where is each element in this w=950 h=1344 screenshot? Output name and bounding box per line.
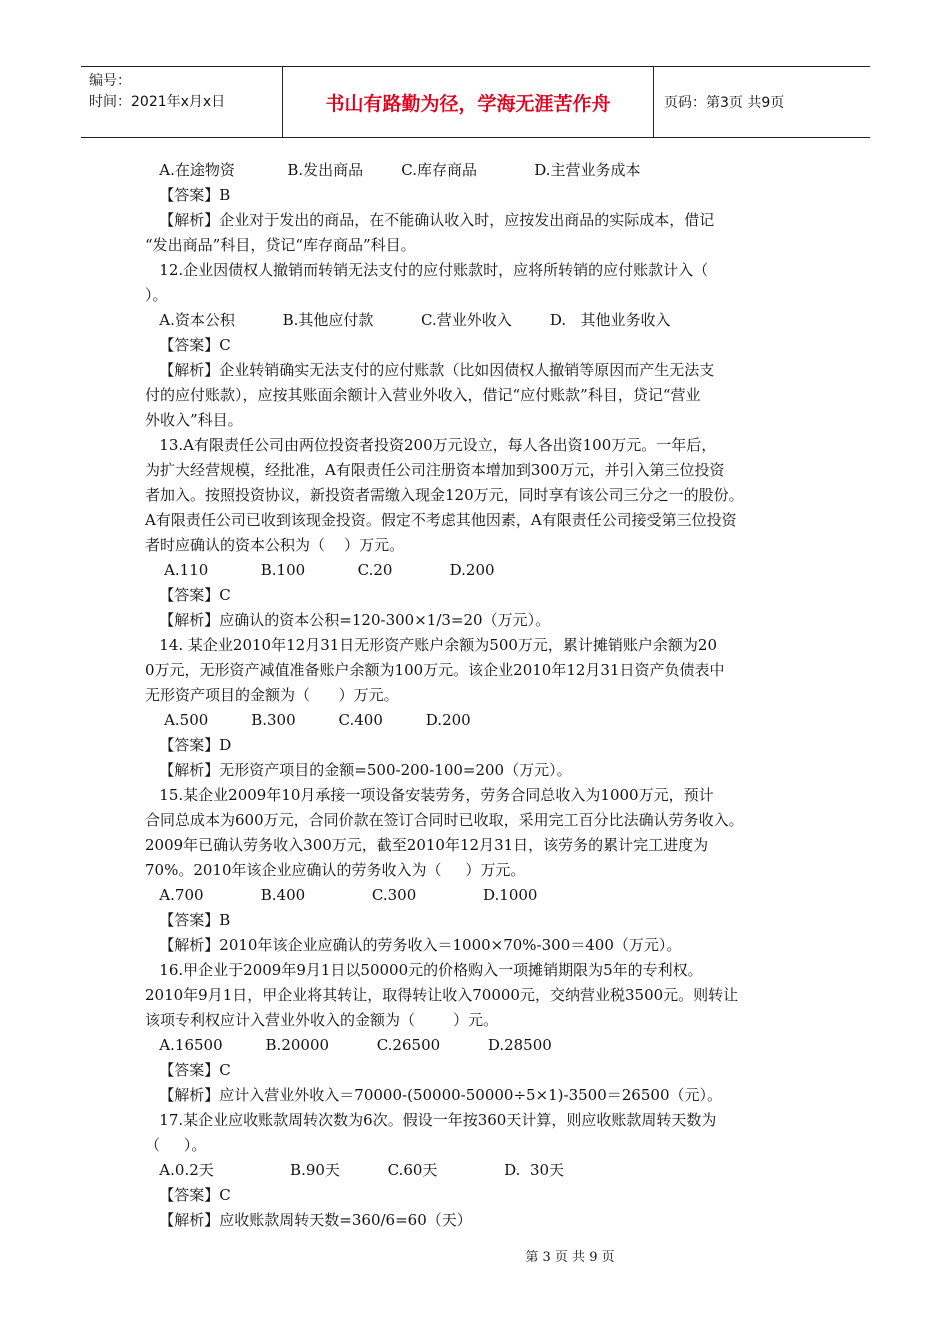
motto-text: 书山有路勤为径，学海无涯苦作舟 <box>325 92 611 115</box>
text-line: 0万元，无形资产减值准备账户余额为100万元。该企业2010年12月31日资产负债表中 <box>145 661 725 679</box>
text-line: 2009年已确认劳务收入300万元，截至2010年12月31日，该劳务的累计完工进度为 <box>145 836 709 854</box>
text-line: 15.某企业2009年10月承接一项设备安装劳务，劳务合同总收入为1000万元，预计 <box>145 786 714 804</box>
text-line: 12.企业因债权人撤销而转销无法支付的应付账款时，应将所转销的应付账款计入（ <box>145 261 709 279</box>
text-line: 16.甲企业于2009年9月1日以50000元的价格购入一项摊销期限为5年的专利权。 <box>145 961 703 979</box>
text-line: 该项专利权应计入营业外收入的金额为（ ）元。 <box>145 1011 499 1029</box>
text-line: 【答案】B <box>145 911 231 929</box>
text-line: 【答案】B <box>145 186 231 204</box>
text-line: 者时应确认的资本公积为（ ）万元。 <box>145 536 405 554</box>
time-label: 时间：2021年x月x日 <box>89 94 226 110</box>
text-line: 合同总成本为600万元，合同价款在签订合同时已收取，采用完工百分比法确认劳务收入。 <box>145 811 744 829</box>
text-line: A.资本公积 B.其他应付款 C.营业外收入 D. 其他业务收入 <box>145 311 671 329</box>
text-line: 13.A有限责任公司由两位投资者投资200万元设立，每人各出资100万元。一年后， <box>145 436 717 454</box>
text-line: 2010年9月1日，甲企业将其转让，取得转让收入70000元，交纳营业税3500元。则转让 <box>145 986 739 1004</box>
text-line: 17.某企业应收账款周转次数为6次。假设一年按360天计算，则应收账款周转天数为 <box>145 1111 717 1129</box>
text-line: 【解析】应收账款周转天数=360/6=60（天） <box>145 1211 472 1229</box>
text-line: 【解析】2010年该企业应确认的劳务收入＝1000×70%-300＝400（万元）。 <box>145 936 682 954</box>
text-line: A.110 B.100 C.20 D.200 <box>145 561 495 579</box>
text-line: 【解析】企业对于发出的商品，在不能确认收入时，应按发出商品的实际成本，借记 <box>145 211 715 229</box>
document-body <box>145 158 810 1233</box>
text-line: A.在途物资 B.发出商品 C.库存商品 D.主营业务成本 <box>145 161 641 179</box>
header-motto-cell <box>283 67 654 137</box>
text-line: 【解析】应确认的资本公积=120-300×1/3=20（万元）。 <box>145 611 551 629</box>
text-line: 外收入”科目。 <box>145 411 243 429</box>
text-line: A.0.2天 B.90天 C.60天 D. 30天 <box>145 1161 565 1179</box>
text-line: 【答案】C <box>145 336 231 354</box>
text-line: 70%。2010年该企业应确认的劳务收入为（ ）万元。 <box>145 861 526 879</box>
number-label: 编号： <box>89 73 131 89</box>
text-line: A有限责任公司已收到该现金投资。假定不考虑其他因素，A有限责任公司接受第三位投资 <box>145 511 737 529</box>
page-header <box>81 66 870 138</box>
text-line: 【解析】无形资产项目的金额=500-200-100=200（万元）。 <box>145 761 572 779</box>
text-line: 【解析】应计入营业外收入＝70000-(50000-50000÷5×1)-3500＝26500（元）。 <box>145 1086 722 1104</box>
text-line: 无形资产项目的金额为（ ）万元。 <box>145 686 399 704</box>
text-line: ）。 <box>145 286 168 304</box>
text-line: （ ）。 <box>145 1136 207 1154</box>
text-line: 【答案】D <box>145 736 232 754</box>
text-line: 【解析】企业转销确实无法支付的应付账款（比如因债权人撤销等原因而产生无法支 <box>145 361 715 379</box>
text-line: 付的应付账款），应按其账面余额计入营业外收入，借记“应付账款”科目，贷记“营业 <box>145 386 701 404</box>
page-label: 页码：第3页 共9页 <box>664 95 785 111</box>
text-line: A.500 B.300 C.400 D.200 <box>145 711 471 729</box>
text-line: 【答案】C <box>145 1186 231 1204</box>
text-line: 【答案】C <box>145 1061 231 1079</box>
header-meta <box>81 67 283 137</box>
text-line: 14. 某企业2010年12月31日无形资产账户余额为500万元，累计摊销账户余额为20 <box>145 636 717 654</box>
text-line: “发出商品”科目，贷记“库存商品”科目。 <box>145 236 416 254</box>
text-line: 者加入。按照投资协议，新投资者需缴入现金120万元，同时享有该公司三分之一的股份。 <box>145 486 744 504</box>
page-footer: 第 3 页 共 9 页 <box>525 1250 615 1265</box>
text-line: A.16500 B.20000 C.26500 D.28500 <box>145 1036 552 1054</box>
text-line: A.700 B.400 C.300 D.1000 <box>145 886 538 904</box>
header-page-cell <box>654 67 870 137</box>
text-line: 【答案】C <box>145 586 231 604</box>
text-line: 为扩大经营规模，经批准，A有限责任公司注册资本增加到300万元，并引入第三位投资 <box>145 461 725 479</box>
